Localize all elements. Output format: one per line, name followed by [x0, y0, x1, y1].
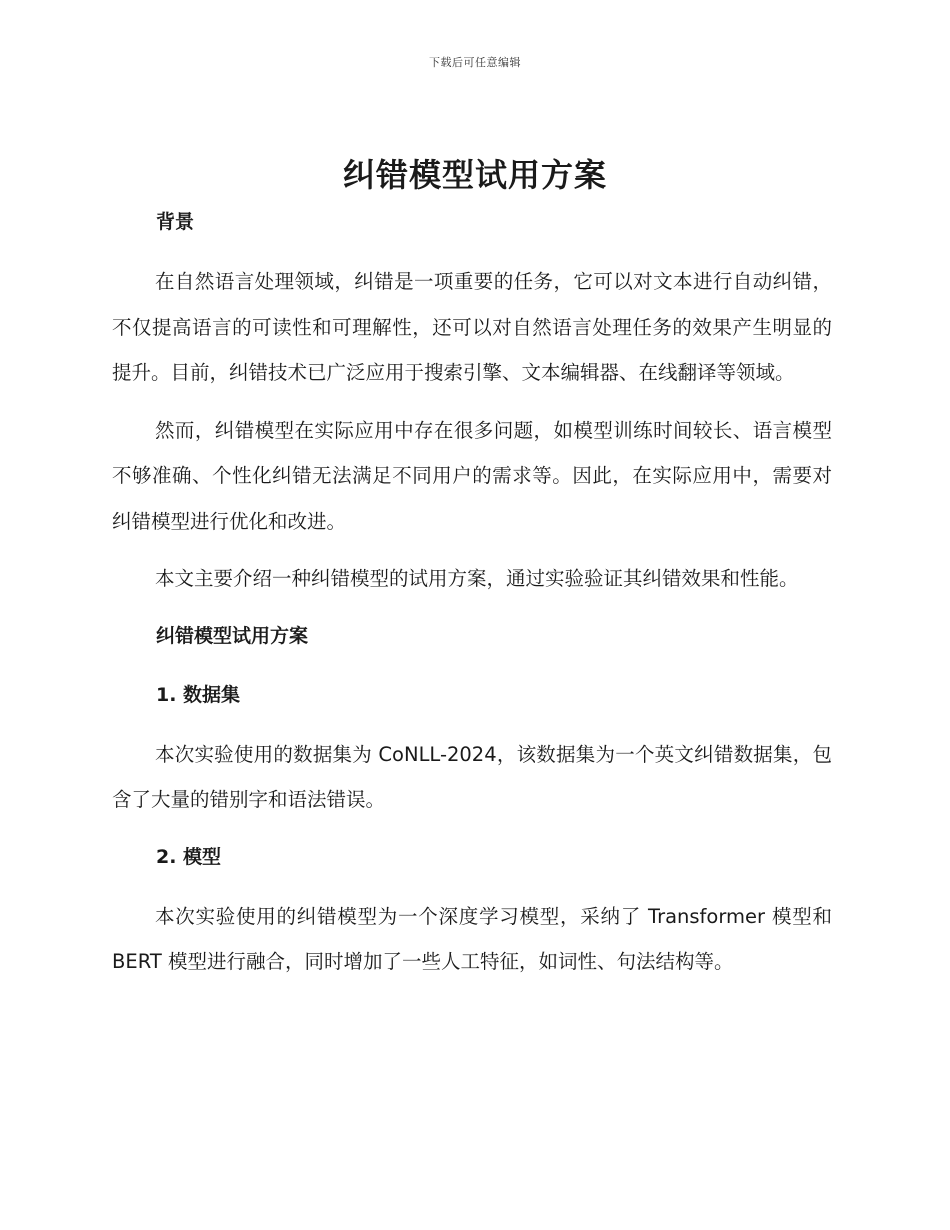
section-heading-dataset: 1. 数据集 [156, 683, 241, 706]
header-note: 下载后可任意编辑 [429, 56, 521, 69]
paragraph-model: 本次实验使用的纠错模型为一个深度学习模型，采纳了 Transformer 模型和 BERT 模型进行融合，同时增加了一些人工特征，如词性、句法结构等。 [112, 904, 832, 973]
section-heading-plan: 纠错模型试用方案 [156, 624, 309, 647]
document-body [112, 200, 832, 985]
section-heading-background: 背景 [156, 211, 195, 233]
paragraph-background-1: 在自然语言处理领域，纠错是一项重要的任务，它可以对文本进行自动纠错，不仅提高语言的可读性和可理解性，还可以对自然语言处理任务的效果产生明显的提升。目前，纠错技术已广泛应用于搜索引擎、文本编辑器、在线翻译等领域。 [112, 270, 832, 384]
section-heading-model: 2. 模型 [156, 845, 222, 868]
paragraph-background-2: 然而，纠错模型在实际应用中存在很多问题，如模型训练时间较长、语言模型不够准确、个性化纠错无法满足不同用户的需求等。因此，在实际应用中，需要对纠错模型进行优化和改进。 [112, 418, 832, 533]
paragraph-dataset: 本次实验使用的数据集为 CoNLL-2024，该数据集为一个英文纠错数据集，包含了大量的错别字和语法错误。 [112, 742, 832, 811]
paragraph-background-3: 本文主要介绍一种纠错模型的试用方案，通过实验验证其纠错效果和性能。 [155, 567, 799, 590]
document-title: 纠错模型试用方案 [342, 156, 607, 194]
